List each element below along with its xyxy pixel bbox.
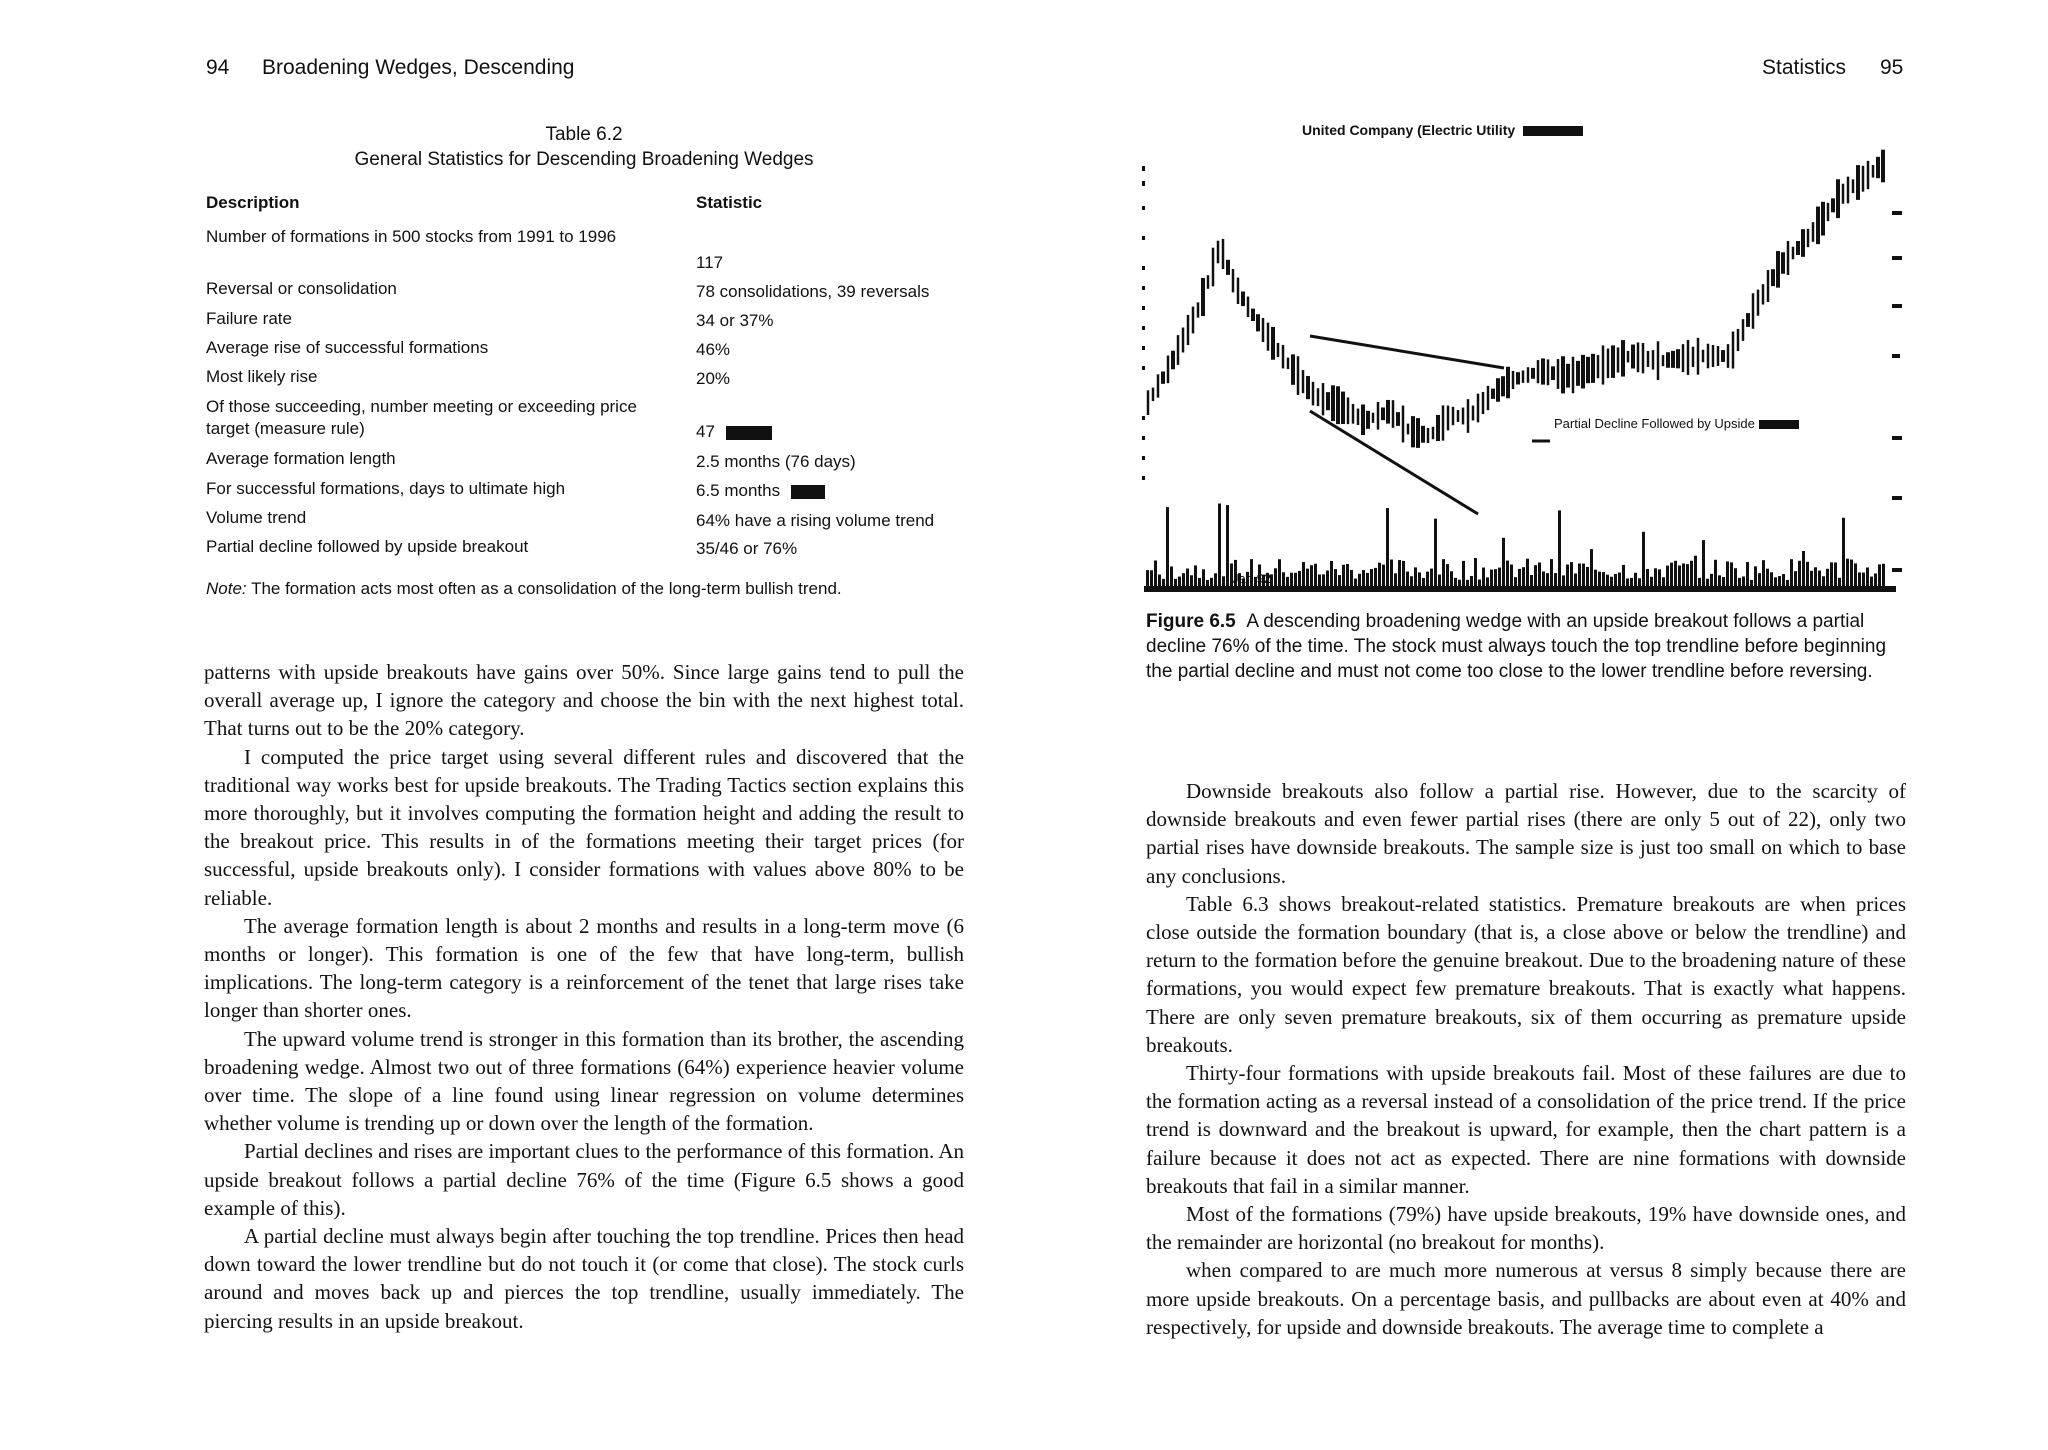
volume-bar — [1630, 578, 1633, 586]
volume-bar — [1470, 576, 1473, 586]
volume-bar — [1146, 570, 1149, 586]
volume-bar — [1154, 560, 1157, 586]
volume-bar — [1770, 572, 1773, 586]
volume-bar — [1442, 559, 1445, 586]
right-paragraph-0: Downside breakouts also follow a partial rise. However, due to the scarcity of downside breakouts and even fewer partial rises (there are only 5 out of 22), only two partial rises have downside breakouts. The sample size is just too small on which to base any conclusions. — [1146, 779, 1906, 888]
volume-bar — [1446, 564, 1449, 586]
volume-bar — [1298, 571, 1301, 586]
table-row-5-statistic: 47 — [696, 421, 996, 443]
volume-bar — [1590, 549, 1593, 586]
volume-bar — [1418, 572, 1421, 586]
volume-bar — [1490, 570, 1493, 586]
table-row-8-statistic: 64% have a rising volume trend — [696, 511, 935, 530]
volume-bar — [1434, 519, 1437, 586]
volume-bar — [1862, 573, 1865, 586]
volume-bar — [1594, 570, 1597, 586]
table-row-0-description: Number of formations in 500 stocks from 1991 to 1996 — [206, 227, 617, 246]
right-body-text — [1146, 777, 1906, 1341]
volume-bar — [1214, 573, 1217, 586]
table-row-3-statistic: 46% — [696, 340, 731, 359]
volume-bar — [1730, 562, 1733, 586]
volume-bar — [1742, 576, 1745, 586]
volume-bar — [1574, 574, 1577, 586]
volume-bar — [1166, 507, 1169, 586]
scan-artifact — [1523, 126, 1583, 136]
volume-bar — [1222, 576, 1225, 586]
volume-bar — [1282, 572, 1285, 586]
volume-bar — [1398, 560, 1401, 586]
table-row-4-statistic: 20% — [696, 369, 731, 388]
volume-bar — [1774, 577, 1777, 586]
volume-bar — [1570, 562, 1573, 586]
left-running-head: Broadening Wedges, Descending — [262, 56, 575, 79]
volume-bar — [1634, 573, 1637, 586]
volume-bar — [1682, 563, 1685, 586]
volume-bar — [1882, 564, 1885, 586]
volume-bar — [1454, 578, 1457, 586]
volume-bar — [1642, 532, 1645, 586]
volume-bar — [1502, 538, 1505, 586]
table-row-4-description: Most likely rise — [206, 367, 318, 386]
volume-bar — [1650, 577, 1653, 586]
volume-bar — [1526, 559, 1529, 586]
volume-bar — [1274, 568, 1277, 586]
volume-bar — [1626, 578, 1629, 586]
volume-bar — [1546, 573, 1549, 586]
volume-bar — [1402, 561, 1405, 586]
volume-bar — [1506, 561, 1509, 586]
volume-bar — [1482, 568, 1485, 586]
volume-bar — [1210, 578, 1213, 586]
volume-bar — [1486, 577, 1489, 586]
volume-bar — [1566, 565, 1569, 586]
volume-bar — [1658, 569, 1661, 586]
volume-bar — [1218, 504, 1221, 586]
volume-bar — [1826, 569, 1829, 586]
volume-bar — [1806, 562, 1809, 586]
volume-bar — [1322, 574, 1325, 586]
volume-bar — [1858, 572, 1861, 586]
table-row-0-statistic: 117 — [696, 253, 724, 272]
volume-bar — [1690, 561, 1693, 586]
chart-title: United Company (Electric Utility — [1302, 122, 1583, 138]
volume-bar — [1294, 573, 1297, 586]
volume-bar — [1406, 572, 1409, 586]
volume-bar — [1790, 559, 1793, 586]
volume-bar — [1510, 565, 1513, 586]
volume-bar — [1202, 569, 1205, 586]
left-paragraph-5: A partial decline must always begin after touching the top trendline. Prices then head down toward the lower trendline but do not touch it (or come that close). The stock curls around and moves back up and pierces the top trendline, usually immediately. The piercing results in an upside breakout. — [204, 1224, 964, 1333]
volume-bar — [1302, 562, 1305, 586]
volume-bar — [1558, 510, 1561, 586]
volume-bar — [1854, 563, 1857, 586]
left-paragraph-2: The average formation length is about 2 months and results in a long-term move (6 months or longer). This formation is one of the few that have long-term, bullish implications. The long-term category is a reinforcement of the tenet that large rises take longer than shorter ones. — [204, 913, 964, 1023]
volume-bar — [1498, 568, 1501, 586]
volume-bar — [1866, 567, 1869, 586]
volume-bar — [1610, 577, 1613, 586]
table-title: General Statistics for Descending Broadening Wedges — [354, 149, 814, 170]
volume-bar — [1334, 569, 1337, 586]
volume-bar — [1358, 574, 1361, 586]
volume-bar — [1226, 505, 1229, 586]
volume-bar — [1654, 568, 1657, 586]
volume-bar — [1762, 560, 1765, 586]
right-paragraph-2: Thirty-four formations with upside breakouts fail. Most of these failures are due to the formation acting as a reversal instead of a consolidation of the price trend. If the price trend is downward and the breakout is upward, for example, then the chart pattern is a failure because it does not act as expected. There are nine formations with downside breakouts that fail in a similar manner. — [1146, 1061, 1906, 1198]
right-paragraph-1: Table 6.3 shows breakout-related statistics. Premature breakouts are when prices close outside the formation boundary (that is, a close above or below the trendline) and return to the formation before the genuine breakout. Due to the broadening nature of these formations, you would expect few premature breakouts. That is exactly what happens. There are only seven premature breakouts, six of them occurring as premature upside breakouts. — [1146, 891, 1906, 1057]
x-axis-label-first: Jan 92 — [1232, 571, 1272, 586]
volume-bar — [1538, 562, 1541, 586]
right-running-head: Statistics — [1762, 56, 1847, 79]
volume-bar — [1422, 578, 1425, 586]
volume-bar — [1462, 561, 1465, 586]
left-paragraph-0: patterns with upside breakouts have gains over 50%. Since large gains tend to pull the overall average up, I ignore the category and choose the bin with the next highest total. That turns out to be the 20% category. — [204, 660, 964, 741]
volume-bar — [1494, 569, 1497, 586]
table-row-9-description: Partial decline followed by upside breakout — [206, 537, 529, 556]
volume-bar — [1602, 572, 1605, 586]
volume-bar — [1374, 568, 1377, 586]
volume-bar — [1802, 551, 1805, 586]
volume-bar — [1390, 560, 1393, 586]
table-row-6-description: Average formation length — [206, 449, 396, 468]
volume-bar — [1206, 580, 1209, 586]
table-row-3-description: Average rise of successful formations — [206, 338, 489, 357]
table-header-description: Description — [206, 193, 300, 212]
volume-bar — [1542, 571, 1545, 586]
volume-bar — [1614, 574, 1617, 586]
volume-bar — [1174, 579, 1177, 586]
volume-bar — [1638, 578, 1641, 586]
volume-bar — [1838, 578, 1841, 586]
volume-bar — [1782, 574, 1785, 586]
volume-bar — [1182, 573, 1185, 586]
volume-bar — [1754, 566, 1757, 586]
volume-bar — [1722, 577, 1725, 586]
left-axis-ticks — [1142, 166, 1145, 480]
volume-bar — [1758, 573, 1761, 586]
volume-bar — [1710, 574, 1713, 586]
figure-caption: Figure 6.5 A descending broadening wedge with an upside breakout follows a partial decline 76% of the time. The stock must always touch the top trendline before beginning the partial decline and must not come too close to the lower trendline before reversing. — [1146, 611, 1887, 682]
volume-bar — [1698, 578, 1701, 586]
volume-bar — [1794, 571, 1797, 586]
volume-bar — [1554, 573, 1557, 586]
volume-bar — [1414, 567, 1417, 586]
volume-baseline — [1144, 586, 1896, 592]
volume-bar — [1326, 571, 1329, 586]
volume-bar — [1314, 564, 1317, 586]
volume-bar — [1874, 573, 1877, 586]
volume-bar — [1738, 578, 1741, 586]
volume-bar — [1394, 573, 1397, 586]
volume-bar — [1530, 575, 1533, 586]
volume-bar — [1430, 569, 1433, 586]
volume-bar — [1194, 565, 1197, 586]
volume-bar — [1622, 565, 1625, 586]
volume-bar — [1426, 572, 1429, 586]
volume-bar — [1646, 569, 1649, 586]
volume-bar — [1582, 564, 1585, 586]
table-note: Note: The formation acts most often as a consolidation of the long-term bullish trend. — [206, 579, 842, 598]
volume-bar — [1318, 574, 1321, 586]
volume-bar — [1686, 564, 1689, 586]
table-row-9-statistic: 35/46 or 76% — [696, 539, 798, 558]
volume-bar — [1870, 577, 1873, 586]
scan-artifact — [791, 485, 825, 499]
volume-bar — [1378, 563, 1381, 586]
volume-bar — [1310, 565, 1313, 586]
table-row-2-statistic: 34 or 37% — [696, 311, 774, 330]
table-header-statistic: Statistic — [696, 193, 763, 212]
volume-bar — [1786, 580, 1789, 586]
left-body-text — [204, 658, 964, 1335]
volume-bar — [1746, 562, 1749, 586]
volume-bar — [1158, 575, 1161, 586]
volume-bar — [1706, 579, 1709, 586]
volume-bar — [1278, 559, 1281, 586]
table-row-1-statistic: 78 consolidations, 39 reversals — [696, 282, 930, 301]
volume-bar — [1162, 579, 1165, 586]
top-trendline — [1310, 336, 1504, 368]
volume-bar — [1618, 573, 1621, 586]
volume-bar — [1478, 579, 1481, 586]
volume-bar — [1466, 580, 1469, 586]
volume-bar — [1382, 565, 1385, 586]
volume-bar — [1534, 565, 1537, 586]
volume-bar — [1458, 580, 1461, 586]
volume-bar — [1186, 569, 1189, 586]
volume-bar — [1514, 577, 1517, 586]
volume-bar — [1606, 575, 1609, 586]
table-row-1-description: Reversal or consolidation — [206, 279, 397, 298]
left-page-number: 94 — [206, 56, 230, 79]
volume-bar — [1342, 565, 1345, 586]
volume-bar — [1410, 576, 1413, 586]
volume-bar — [1598, 572, 1601, 586]
table-row-5-description: Of those succeeding, number meeting or exceeding price target (measure rule) — [206, 397, 637, 438]
volume-bar — [1702, 540, 1705, 586]
scan-artifact — [1759, 420, 1799, 429]
volume-bar — [1562, 575, 1565, 586]
volume-bar — [1726, 561, 1729, 586]
left-paragraph-1: I computed the price target using several different rules and discovered that the traditional way works best for upside breakouts. The Trading Tactics section explains this more thoroughly, but it involves computing the formation height and adding the result to the breakout price. This results in of the formations meeting their target prices (for successful, upside breakouts only). I consider formations with values above 80% to be reliable. — [204, 744, 964, 910]
volume-bar — [1170, 566, 1173, 586]
volume-bar — [1286, 577, 1289, 586]
figure-chart — [1140, 116, 1910, 596]
scan-artifact — [726, 426, 772, 440]
left-paragraph-4: Partial declines and rises are important clues to the performance of this formation. An upside breakout follows a partial decline 76% of the time (Figure 6.5 shows a good example of this). — [204, 1139, 964, 1220]
right-paragraph-3: Most of the formations (79%) have upside breakouts, 19% have downside ones, and the remainder are horizontal (no breakout for months). — [1146, 1202, 1906, 1255]
volume-bar — [1330, 561, 1333, 586]
volume-bar — [1362, 570, 1365, 586]
volume-bar — [1714, 560, 1717, 586]
volume-bar — [1818, 571, 1821, 586]
volume-bar — [1346, 564, 1349, 586]
volume-bar — [1846, 559, 1849, 586]
volume-bar — [1290, 573, 1293, 586]
table-row-7-description: For successful formations, days to ultimate high — [206, 479, 566, 498]
volume-bar — [1438, 575, 1441, 586]
table-row-6-statistic: 2.5 months (76 days) — [696, 452, 856, 471]
volume-bar — [1822, 576, 1825, 586]
volume-bar — [1718, 575, 1721, 586]
volume-bar — [1778, 576, 1781, 586]
right-paragraph-4: when compared to are much more numerous at versus 8 simply because there are more upside breakouts. On a percentage basis, and pullbacks are about even at 40% and respectively, for upside and downside breakouts. The average time to complete a — [1146, 1258, 1906, 1339]
volume-bar — [1578, 563, 1581, 586]
table-row-7-statistic: 6.5 months — [696, 480, 996, 502]
volume-bar — [1474, 558, 1477, 586]
price-bars — [1148, 150, 1883, 448]
volume-bar — [1662, 577, 1665, 586]
volume-bar — [1666, 566, 1669, 586]
volume-bar — [1386, 508, 1389, 586]
volume-bar — [1842, 518, 1845, 586]
chart-annotation: Partial Decline Followed by Upside — [1554, 416, 1799, 431]
volume-bar — [1350, 570, 1353, 586]
volume-bar — [1518, 569, 1521, 586]
volume-bar — [1370, 569, 1373, 586]
volume-bar — [1830, 562, 1833, 586]
volume-bar — [1850, 560, 1853, 586]
volume-bar — [1670, 563, 1673, 586]
volume-bar — [1586, 567, 1589, 586]
left-paragraph-3: The upward volume trend is stronger in this formation than its brother, the ascending broadening wedge. Almost two out of three formations (64%) experience heavier volume over time. The slope of a line found using linear regression on volume determines whether volume is trending up or down over the length of the formation. — [204, 1026, 964, 1136]
volume-bar — [1878, 564, 1881, 586]
table-row-2-description: Failure rate — [206, 309, 292, 328]
table-number: Table 6.2 — [545, 124, 623, 145]
volume-bar — [1178, 577, 1181, 586]
volume-bar — [1674, 561, 1677, 586]
table-row-8-description: Volume trend — [206, 508, 307, 527]
volume-bar — [1810, 571, 1813, 586]
volume-bar — [1694, 556, 1697, 586]
volume-bar — [1734, 568, 1737, 586]
volume-bar — [1522, 567, 1525, 586]
right-axis-ticks — [1892, 211, 1902, 572]
volume-bar — [1198, 578, 1201, 586]
volume-bar — [1450, 571, 1453, 586]
volume-bar — [1354, 579, 1357, 586]
volume-bar — [1338, 575, 1341, 586]
volume-bar — [1750, 580, 1753, 586]
volume-bar — [1678, 566, 1681, 586]
volume-bar — [1306, 569, 1309, 586]
volume-bar — [1834, 562, 1837, 586]
volume-bar — [1766, 569, 1769, 586]
price-chart-svg — [1140, 136, 1910, 606]
volume-bar — [1150, 570, 1153, 586]
volume-bar — [1366, 573, 1369, 586]
volume-bar — [1798, 561, 1801, 586]
volume-bar — [1814, 567, 1817, 586]
volume-bar — [1190, 575, 1193, 586]
volume-bar — [1550, 559, 1553, 586]
right-page-number: 95 — [1880, 56, 1904, 79]
